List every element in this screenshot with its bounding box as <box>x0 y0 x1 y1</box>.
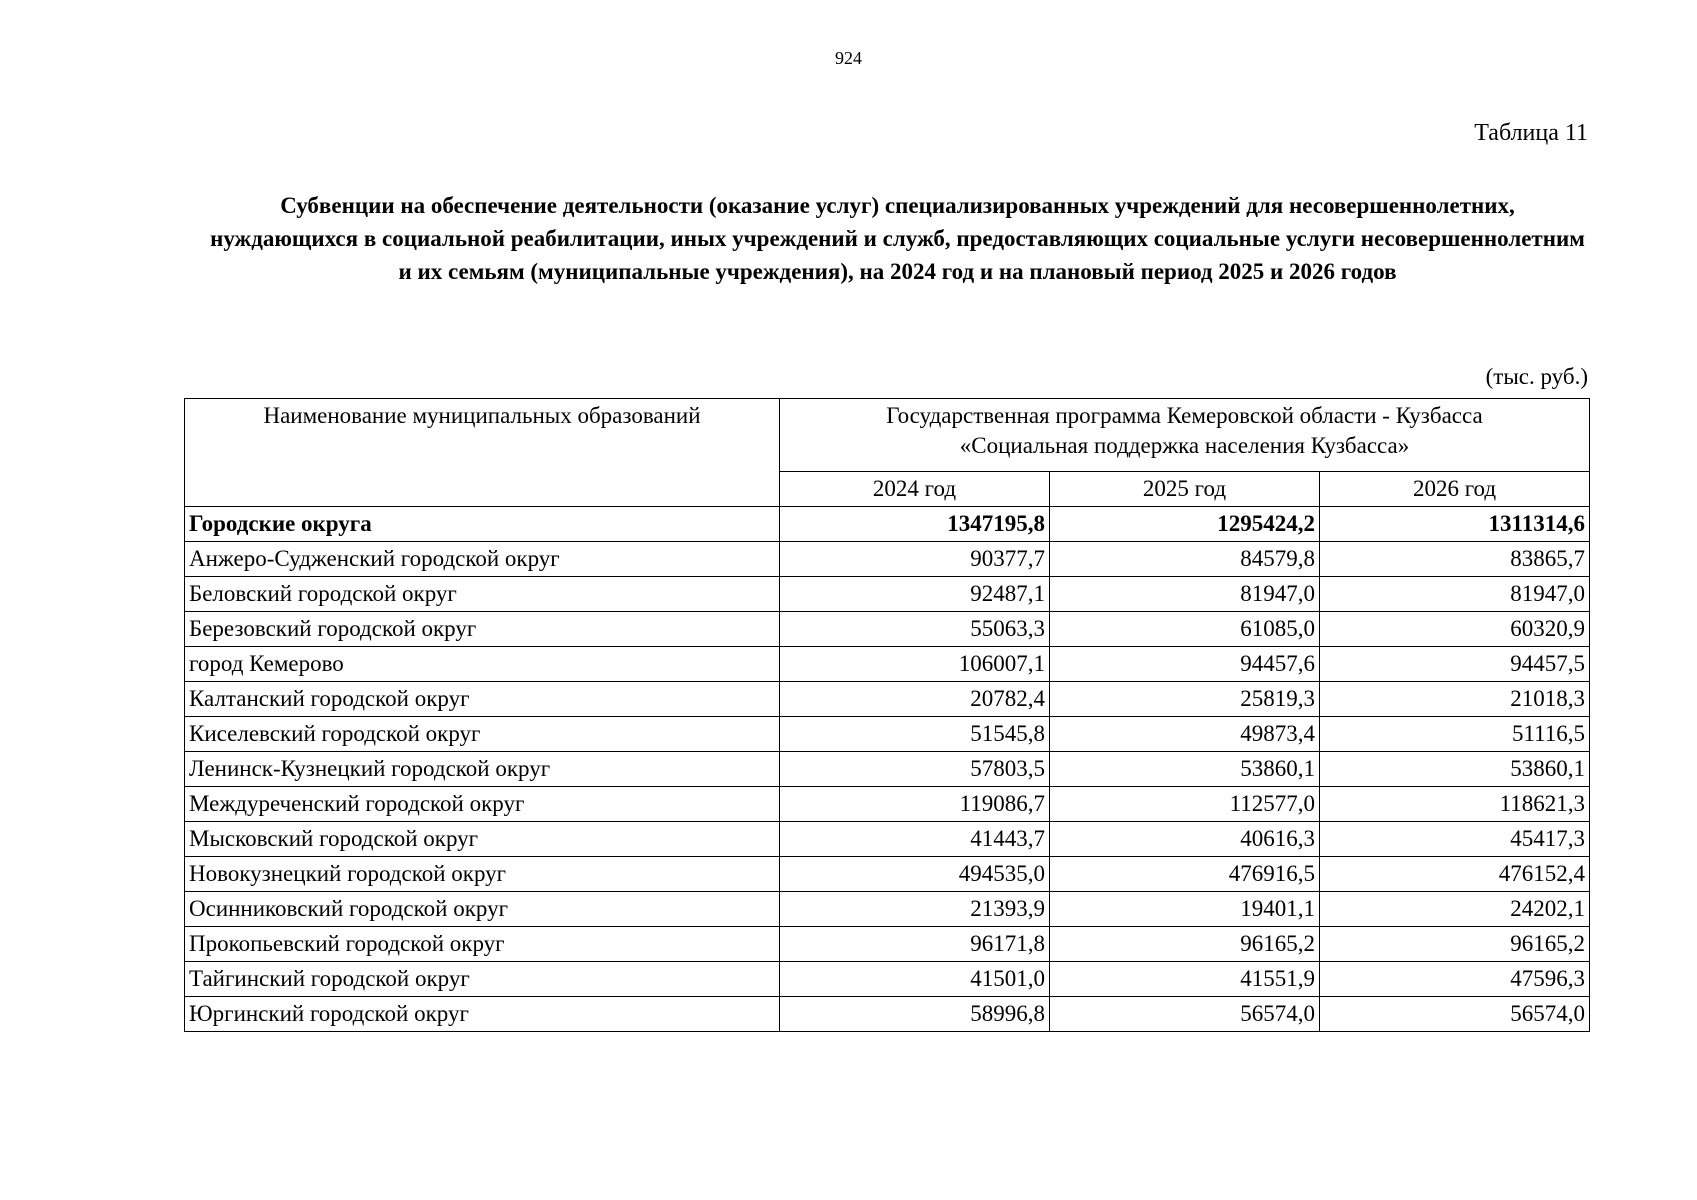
table-row-total <box>185 507 1590 542</box>
row-value-2025: 84579,8 <box>1050 542 1320 577</box>
table-label: Таблица 11 <box>1474 120 1588 146</box>
row-value-2024: 41443,7 <box>780 822 1050 857</box>
row-value-2025: 476916,5 <box>1050 857 1320 892</box>
table-body <box>185 507 1590 1032</box>
row-value-2026: 51116,5 <box>1320 717 1590 752</box>
row-value-2025: 56574,0 <box>1050 997 1320 1032</box>
row-value-2025: 61085,0 <box>1050 612 1320 647</box>
row-value-2025: 40616,3 <box>1050 822 1320 857</box>
row-value-2026: 24202,1 <box>1320 892 1590 927</box>
row-value-2026: 476152,4 <box>1320 857 1590 892</box>
header-state-program <box>780 399 1590 472</box>
row-value-2026: 21018,3 <box>1320 682 1590 717</box>
header-row-program <box>185 399 1590 472</box>
table-row <box>185 822 1590 857</box>
table-row <box>185 892 1590 927</box>
row-name: Калтанский городской округ <box>185 682 780 717</box>
row-name: Междуреченский городской округ <box>185 787 780 822</box>
header-year-2026: 2026 год <box>1320 472 1590 507</box>
table-row <box>185 857 1590 892</box>
table-row <box>185 647 1590 682</box>
row-value-2026: 83865,7 <box>1320 542 1590 577</box>
row-value-2025: 1295424,2 <box>1050 507 1320 542</box>
row-name: Городские округа <box>185 507 780 542</box>
row-value-2025: 53860,1 <box>1050 752 1320 787</box>
row-value-2025: 49873,4 <box>1050 717 1320 752</box>
row-value-2024: 106007,1 <box>780 647 1050 682</box>
row-value-2025: 25819,3 <box>1050 682 1320 717</box>
row-value-2025: 94457,6 <box>1050 647 1320 682</box>
table-row <box>185 962 1590 997</box>
header-program-line2: «Социальная поддержка населения Кузбасса» <box>959 433 1410 458</box>
row-name: Юргинский городской округ <box>185 997 780 1032</box>
row-value-2026: 56574,0 <box>1320 997 1590 1032</box>
row-name: Ленинск-Кузнецкий городской округ <box>185 752 780 787</box>
row-value-2026: 53860,1 <box>1320 752 1590 787</box>
row-value-2024: 92487,1 <box>780 577 1050 612</box>
row-name: Тайгинский городской округ <box>185 962 780 997</box>
row-value-2024: 55063,3 <box>780 612 1050 647</box>
page-number: 924 <box>835 48 862 68</box>
header-municipality-name: Наименование муниципальных образований <box>185 399 780 507</box>
table-row <box>185 927 1590 962</box>
row-name: город Кемерово <box>185 647 780 682</box>
row-value-2024: 90377,7 <box>780 542 1050 577</box>
row-name: Осинниковский городской округ <box>185 892 780 927</box>
row-name: Анжеро-Судженский городской округ <box>185 542 780 577</box>
row-value-2024: 57803,5 <box>780 752 1050 787</box>
row-value-2024: 41501,0 <box>780 962 1050 997</box>
row-name: Прокопьевский городской округ <box>185 927 780 962</box>
row-name: Березовский городской округ <box>185 612 780 647</box>
row-value-2024: 1347195,8 <box>780 507 1050 542</box>
row-value-2026: 47596,3 <box>1320 962 1590 997</box>
table-row <box>185 612 1590 647</box>
header-program-line1: Государственная программа Кемеровской области - Кузбасса <box>886 403 1483 428</box>
row-value-2025: 19401,1 <box>1050 892 1320 927</box>
row-value-2026: 45417,3 <box>1320 822 1590 857</box>
row-value-2026: 60320,9 <box>1320 612 1590 647</box>
subventions-table <box>184 398 1590 1032</box>
row-value-2026: 94457,5 <box>1320 647 1590 682</box>
row-value-2025: 81947,0 <box>1050 577 1320 612</box>
table-row <box>185 577 1590 612</box>
row-value-2024: 96171,8 <box>780 927 1050 962</box>
header-year-2025: 2025 год <box>1050 472 1320 507</box>
row-value-2024: 494535,0 <box>780 857 1050 892</box>
table-row <box>185 682 1590 717</box>
table-row <box>185 542 1590 577</box>
row-value-2026: 118621,3 <box>1320 787 1590 822</box>
row-value-2024: 51545,8 <box>780 717 1050 752</box>
row-value-2026: 1311314,6 <box>1320 507 1590 542</box>
table-row <box>185 787 1590 822</box>
row-value-2024: 21393,9 <box>780 892 1050 927</box>
row-name: Киселевский городской округ <box>185 717 780 752</box>
header-year-2024: 2024 год <box>780 472 1050 507</box>
row-value-2025: 96165,2 <box>1050 927 1320 962</box>
row-value-2025: 41551,9 <box>1050 962 1320 997</box>
row-value-2026: 96165,2 <box>1320 927 1590 962</box>
units-label: (тыс. руб.) <box>1485 364 1588 389</box>
row-value-2026: 81947,0 <box>1320 577 1590 612</box>
row-name: Новокузнецкий городской округ <box>185 857 780 892</box>
row-value-2024: 58996,8 <box>780 997 1050 1032</box>
row-value-2025: 112577,0 <box>1050 787 1320 822</box>
row-value-2024: 20782,4 <box>780 682 1050 717</box>
table-row <box>185 752 1590 787</box>
row-name: Беловский городской округ <box>185 577 780 612</box>
row-name: Мысковский городской округ <box>185 822 780 857</box>
table-row <box>185 717 1590 752</box>
table-row <box>185 997 1590 1032</box>
row-value-2024: 119086,7 <box>780 787 1050 822</box>
table-header <box>185 399 1590 507</box>
document-title: Субвенции на обеспечение деятельности (оказание услуг) специализированных учреждений для несовершеннолетних, нуждающихся в социальной реабилитации, иных учреждений и служб, предоставляющих социальные услуги несовершеннолетним и их семьям (муниципальные учреждения), на 2024 год и на плановый период 2025 и 2026 годов <box>210 193 1585 284</box>
